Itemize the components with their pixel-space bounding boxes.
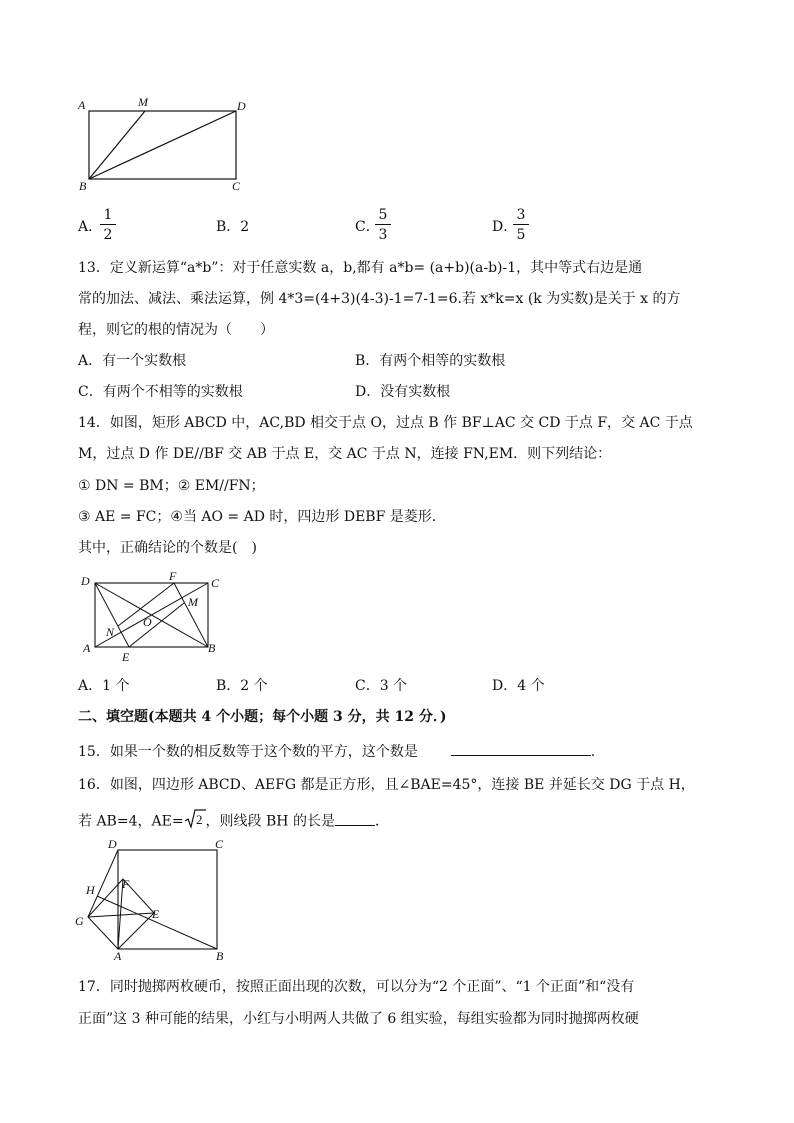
q15-line: [78, 741, 595, 761]
label-e: E: [152, 907, 160, 921]
label-b: B: [216, 949, 224, 963]
q16-line-1: 16．如图，四边形 ABCD、AEFG 都是正方形，且∠BAE=45°，连接 BE 并延长交 DG 于点 H，: [78, 777, 695, 793]
q13-option-c: C．有两个不相等的实数根: [78, 384, 243, 400]
label-o: O: [143, 615, 152, 629]
q14-line-5: 其中，正确结论的个数是( ): [78, 540, 257, 556]
q13-line-1: 13．定义新运算“a*b”：对于任意实数 a，b,都有 a*b= (a+b)(a-b)-1，其中等式右边是通: [78, 260, 643, 276]
figure-rectangle-abcd-q12: [70, 94, 270, 194]
q17-line-1: 17．同时抛掷两枚硬币，按照正面出现的次数，可以分为“2 个正面”、“1 个正面”和“没有: [78, 979, 635, 995]
segment-bh: [97, 896, 217, 949]
q12-option-d-letter: D．: [492, 219, 518, 235]
q12-option-a-fraction: $\frac{1}{2}$: [100, 207, 116, 243]
label-d: D: [108, 837, 117, 851]
label-c: C: [211, 576, 220, 590]
label-c: C: [232, 179, 241, 193]
q12-option-c-fraction: $\frac{5}{3}$: [375, 207, 391, 243]
label-a: A: [83, 641, 91, 655]
sqrt-symbol: [184, 808, 206, 835]
q14-option-d: D．4 个: [492, 678, 545, 694]
label-b: B: [208, 641, 216, 655]
section-2-heading: 二、填空题(本题共 4 个小题；每个小题 3 分，共 12 分．): [78, 709, 447, 725]
q15-text: 15．如果一个数的相反数等于这个数的平方，这个数是: [78, 744, 418, 760]
q14-line-4: ③ AE = FC；④当 AO = AD 时，四边形 DEBF 是菱形．: [78, 509, 446, 525]
label-f: F: [122, 877, 130, 891]
q14-option-c: C．3 个: [355, 678, 408, 694]
segment-bm: [89, 111, 145, 179]
q12-option-a-letter: A．: [78, 219, 103, 235]
q13-line-2: 常的加法、减法、乘法运算，例 4*3=(4+3)(4-3)-1=7-1=6.若 x*k=x (k 为实数)是关于 x 的方: [78, 291, 681, 307]
q16-line-2: 若 AB=4，AE= 2 ，则线段 BH 的长是 ．: [78, 808, 389, 835]
q14-line-3: ① DN = BM；② EM//FN；: [78, 478, 265, 494]
q12-option-b: B．2: [216, 219, 250, 235]
q13-option-b: B．有两个相等的实数根: [355, 353, 506, 369]
label-h: H: [86, 883, 95, 897]
q16-answer-blank[interactable]: [335, 811, 375, 826]
label-n: N: [106, 625, 115, 639]
figure-squares-q16: [70, 833, 235, 963]
segment-bd: [89, 111, 236, 179]
label-c: C: [215, 837, 224, 851]
sqrt-radicand: 2: [195, 812, 203, 827]
label-e: E: [122, 650, 130, 664]
q15-answer-blank[interactable]: [451, 741, 591, 756]
q13-line-3: 程，则它的根的情况为（ ）: [78, 322, 274, 338]
q15-end: .: [590, 744, 596, 760]
label-a: A: [114, 949, 122, 963]
q14-line-1: 14．如图，矩形 ABCD 中，AC,BD 相交于点 O，过点 B 作 BF⊥AC 交 CD 于点 F，交 AC 于点: [78, 415, 693, 431]
q14-option-a: A．1 个: [78, 678, 130, 694]
q13-option-a: A．有一个实数根: [78, 353, 187, 369]
label-d: D: [237, 99, 246, 113]
label-m: M: [138, 95, 148, 109]
q12-option-c-letter: C．: [355, 219, 380, 235]
label-f: F: [169, 570, 177, 583]
q17-line-2: 正面”这 3 种可能的结果，小红与小明两人共做了 6 组实验，每组实验都为同时抛掷两枚硬: [78, 1011, 639, 1027]
label-a: A: [78, 98, 86, 112]
q12-option-d-fraction: $\frac{3}{5}$: [513, 207, 529, 243]
figure-rectangle-q14: [78, 570, 228, 665]
q14-option-b: B．2 个: [216, 678, 268, 694]
label-d: D: [81, 574, 90, 588]
segment-em: [129, 603, 184, 647]
label-g: G: [75, 914, 84, 928]
label-m: M: [188, 595, 198, 609]
q13-option-d: D．没有实数根: [355, 384, 451, 400]
q14-line-2: M，过点 D 作 DE//BF 交 AB 于点 E，交 AC 于点 N，连接 FN,EM．则下列结论：: [78, 446, 612, 462]
label-b: B: [79, 179, 87, 193]
